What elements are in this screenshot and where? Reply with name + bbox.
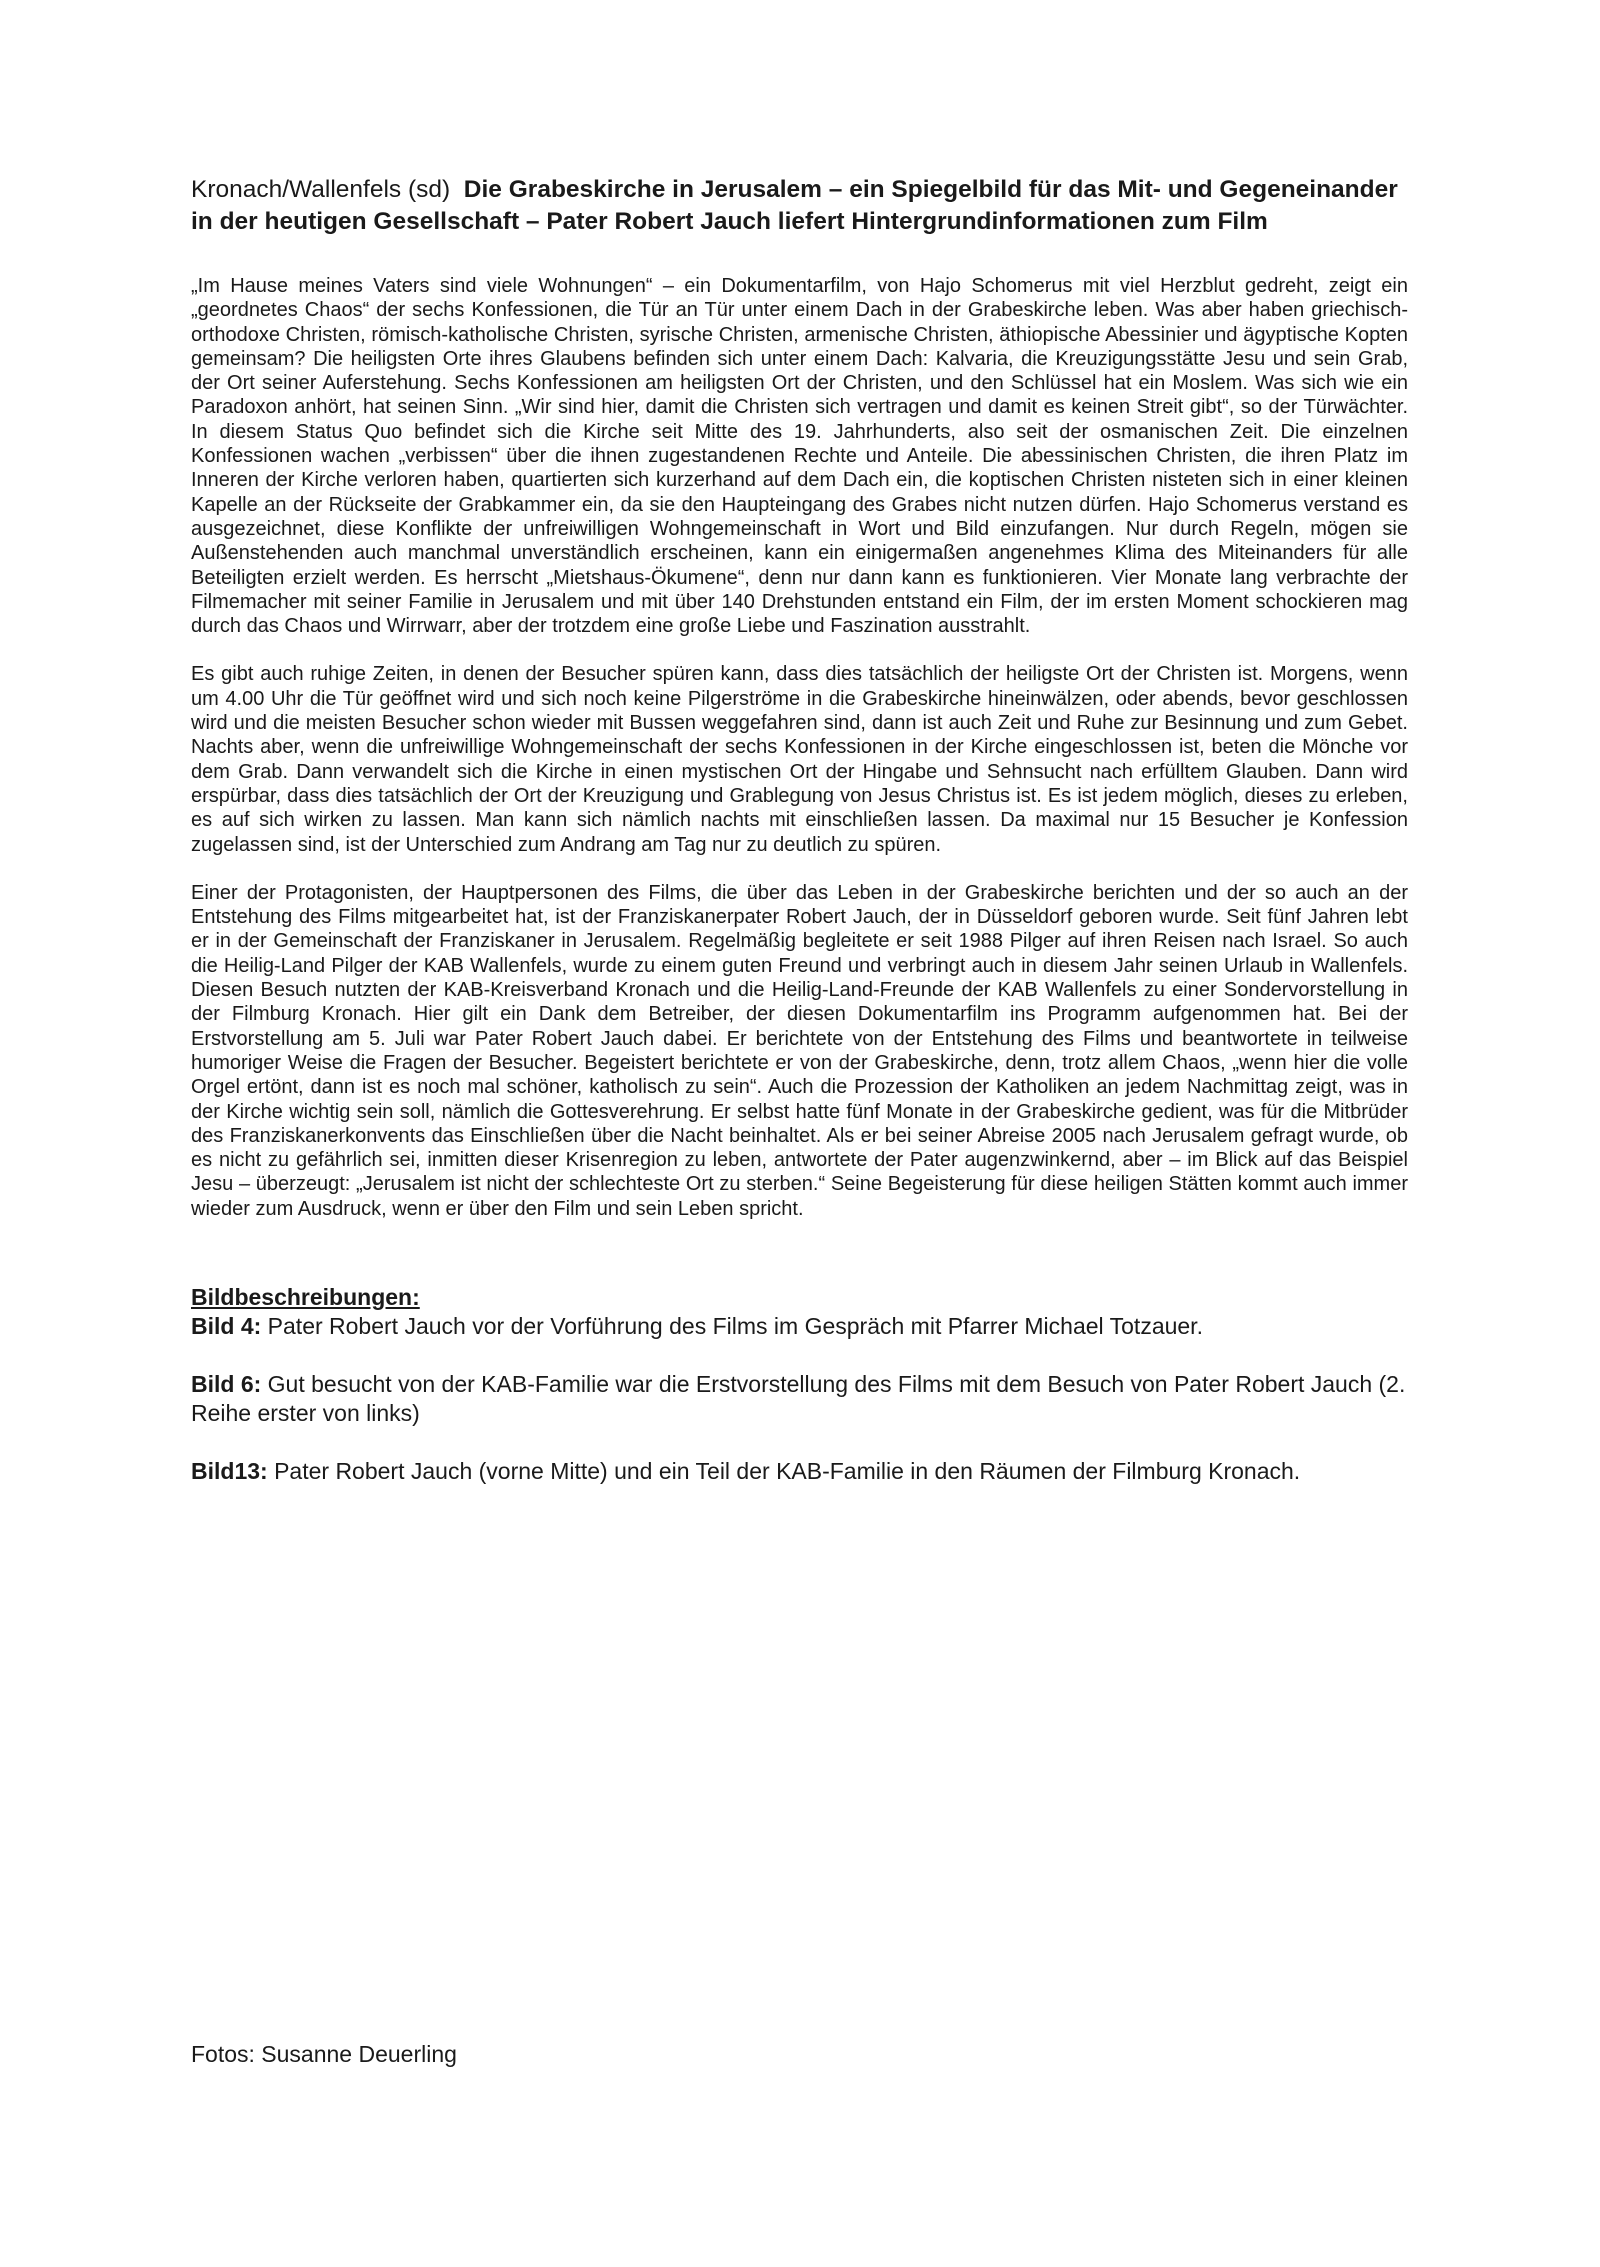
paragraph-2: Es gibt auch ruhige Zeiten, in denen der Besucher spüren kann, dass dies tatsächlich der heiligste Ort der Christen ist. Morgens, wenn um 4.00 Uhr die Tür geöffnet wird und sich noch keine Pilgerströme in die Grabeskirche hineinwälzen, oder abends, bevor geschlossen wird und die meisten Besucher schon wieder mit Bussen weggefahren sind, dann ist auch Zeit und Ruhe zur Besinnung und zum Gebet. Nachts aber, wenn die unfreiwillige Wohngemeinschaft der sechs Konfessionen in der Kirche eingeschlossen ist, beten die Mönche vor dem Grab. Dann verwandelt sich die Kirche in einen mystischen Ort der Hingabe und Sehnsucht nach erfülltem Glauben. Dann wird erspürbar, dass dies tatsächlich der Ort der Kreuzigung und Grablegung von Jesus Christus ist. Es ist jedem möglich, dieses zu erleben, es auf sich wirken zu lassen. Man kann sich nämlich nachts mit einschließen lassen. Da maximal nur 15 Besucher je Konfession zugelassen sind, ist der Unterschied zum Andrang am Tag nur zu deutlich zu spüren. (191, 663, 1408, 856)
article-title: Die Grabeskirche in Jerusalem – ein Spiegelbild für das Mit- und Gegeneinander in der heutigen Gesellschaft – Pater Robert Jauch liefert Hintergrundinformationen zum Film (191, 176, 1398, 235)
paragraph-1: „Im Hause meines Vaters sind viele Wohnungen“ – ein Dokumentarfilm, von Hajo Schomerus mit viel Herzblut gedreht, zeigt ein „geordnetes Chaos“ der sechs Konfessionen, die Tür an Tür unter einem Dach in der Grabeskirche leben. Was aber haben griechisch-orthodoxe Christen, römisch-katholische Christen, syrische Christen, armenische Christen, äthiopische Abessinier und ägyptische Kopten gemeinsam? Die heiligsten Orte ihres Glaubens befinden sich unter einem Dach: Kalvaria, die Kreuzigungsstätte Jesu und sein Grab, der Ort seiner Auferstehung. Sechs Konfessionen am heiligsten Ort der Christen, und den Schlüssel hat ein Moslem. Was sich wie ein Paradoxon anhört, hat seinen Sinn. „Wir sind hier, damit die Christen sich vertragen und damit es keinen Streit gibt“, so der Türwächter. In diesem Status Quo befindet sich die Kirche seit Mitte des 19. Jahrhunderts, also seit der osmanischen Zeit. Die einzelnen Konfessionen wachen „verbissen“ über die ihnen zugestandenen Rechte und Anteile. Die abessinischen Christen, die ihren Platz im Inneren der Kirche verloren haben, quartierten sich kurzerhand auf dem Dach ein, die koptischen Christen nisteten sich in einer kleinen Kapelle an der Rückseite der Grabkammer ein, da sie den Haupteingang des Grabes nicht nutzen dürfen. Hajo Schomerus verstand es ausgezeichnet, diese Konflikte der unfreiwilligen Wohngemeinschaft in Wort und Bild einzufangen. Nur durch Regeln, mögen sie Außenstehenden auch manchmal unverständlich erscheinen, kann ein einigermaßen angenehmes Klima des Miteinanders für alle Beteiligten erzielt werden. Es herrscht „Mietshaus-Ökumene“, denn nur dann kann es funktionieren. Vier Monate lang verbrachte der Filmemacher mit seiner Familie in Jerusalem und mit über 140 Drehstunden entstand ein Film, der im ersten Moment schockieren mag durch das Chaos und Wirrwarr, aber der trotzdem eine große Liebe und Faszination ausstrahlt. (191, 275, 1408, 638)
document-page (191, 174, 1408, 2067)
caption-text: Pater Robert Jauch vor der Vorführung des Films im Gespräch mit Pfarrer Michael Totzauer. (261, 1312, 1203, 1339)
byline: Kronach/Wallenfels (sd) (191, 176, 451, 203)
captions-heading: Bildbeschreibungen: (191, 1283, 420, 1310)
caption-bild-13 (191, 1457, 1408, 1486)
headline (191, 174, 1408, 238)
caption-bild-6 (191, 1370, 1408, 1428)
caption-label: Bild13: (191, 1457, 268, 1484)
caption-label: Bild 6: (191, 1370, 262, 1397)
caption-text: Pater Robert Jauch (vorne Mitte) und ein Teil der KAB-Familie in den Räumen der Filmburg Kronach. (267, 1457, 1301, 1484)
caption-text: Gut besucht von der KAB-Familie war die Erstvorstellung des Films mit dem Besuch von Pater Robert Jauch (2. Reihe erster von links) (191, 1370, 1406, 1426)
paragraph-3: Einer der Protagonisten, der Hauptpersonen des Films, die über das Leben in der Grabeskirche berichten und der so auch an der Entstehung des Films mitgearbeitet hat, ist der Franziskanerpater Robert Jauch, der in Düsseldorf geboren wurde. Seit fünf Jahren lebt er in der Gemeinschaft der Franziskaner in Jerusalem. Regelmäßig begleitete er seit 1988 Pilger auf ihren Reisen nach Israel. So auch die Heilig-Land Pilger der KAB Wallenfels, wurde zu einem guten Freund und verbringt auch in diesem Jahr seinen Urlaub in Wallenfels. Diesen Besuch nutzten der KAB-Kreisverband Kronach und die Heilig-Land-Freunde der KAB Wallenfels zu einer Sondervorstellung in der Filmburg Kronach. Hier gilt ein Dank dem Betreiber, der diesen Dokumentarfilm ins Programm aufgenommen hat. Bei der Erstvorstellung am 5. Juli war Pater Robert Jauch dabei. Er berichtete von der Entstehung des Films und beantwortete in teilweise humoriger Weise die Fragen der Besucher. Begeistert berichtete er von der Grabeskirche, denn, trotz allem Chaos, „wenn hier die volle Orgel ertönt, dann ist es noch mal schöner, katholisch zu sein“. Auch die Prozession der Katholiken an jedem Nachmittag zeigt, was in der Kirche wichtig sein soll, nämlich die Gottesverehrung. Er selbst hatte fünf Monate in der Grabeskirche gedient, was für die Mitbrüder des Franziskanerkonvents das Einschließen über die Nacht beinhaltet. Als er bei seiner Abreise 2005 nach Jerusalem gefragt wurde, ob es nicht zu gefährlich sei, inmitten dieser Krisenregion zu leben, antwortete der Pater augenzwinkernd, aber – im Blick auf das Beispiel Jesu – überzeugt: „Jerusalem ist nicht der schlechteste Ort zu sterben.“ Seine Begeisterung für diese heiligen Stätten kommt auch immer wieder zum Ausdruck, wenn er über den Film und sein Leben spricht. (191, 881, 1408, 1220)
caption-label: Bild 4: (191, 1312, 262, 1339)
image-captions (191, 1283, 1408, 1486)
caption-bild-4 (191, 1312, 1408, 1341)
photo-credit: Fotos: Susanne Deuerling (191, 2041, 457, 2067)
